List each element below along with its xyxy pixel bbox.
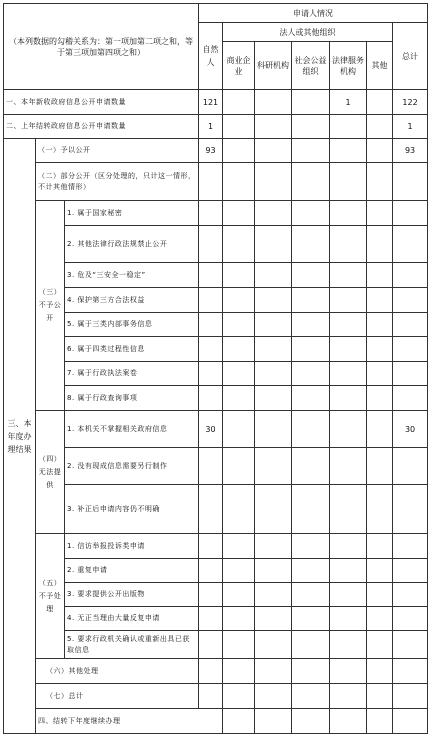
table-row: [4, 448, 428, 485]
table-row: [4, 559, 428, 583]
section3-label: 三、本年度办理结果: [4, 139, 36, 734]
header-natural-person: 自然人: [199, 23, 223, 90]
table-row: [4, 115, 428, 139]
table-row: [4, 201, 428, 226]
row-r5-item: 2. 重复申请: [65, 559, 199, 583]
row-carried-label: 二、上年结转政府信息公开申请数量: [4, 115, 199, 139]
table-row: [4, 263, 428, 288]
header-other: 其他: [367, 42, 393, 90]
table-row: [4, 139, 428, 163]
row-r3-item: 1. 属于国家秘密: [65, 201, 199, 226]
table-row: [4, 288, 428, 313]
row-pending-label: 四、结转下年度继续办理: [36, 709, 223, 734]
row-r4-group: （四）无法提供: [36, 411, 65, 534]
row-new-apps-label: 一、本年新收政府信息公开申请数量: [4, 90, 199, 115]
header-total: 总计: [393, 23, 428, 90]
table-row: [4, 534, 428, 559]
row-r4-item: 2. 没有现成信息需要另行制作: [65, 448, 199, 485]
table-row: [4, 631, 428, 659]
header-research: 科研机构: [255, 42, 292, 90]
row-r5-item: 4. 无正当理由大量反复申请: [65, 607, 199, 631]
row-r4-item: 3. 补正后申请内容仍不明确: [65, 485, 199, 534]
row-r3-item: 2. 其他法律行政法规禁止公开: [65, 226, 199, 263]
table-row: [4, 659, 428, 684]
table-row: [4, 485, 428, 534]
row-carried-total: 1: [393, 115, 428, 139]
row-r3-item: 6. 属于四类过程性信息: [65, 337, 199, 362]
table-row: [4, 607, 428, 631]
row-new-apps-natural: 121: [199, 90, 223, 115]
table-row: [4, 90, 428, 115]
row-r3-item: 5. 属于三类内部事务信息: [65, 313, 199, 337]
header-legal-service: 法律服务机构: [330, 42, 367, 90]
row-r3-item: 3. 危及“三安全一稳定”: [65, 263, 199, 288]
header-applicant-status: 申请人情况: [199, 4, 428, 23]
table-row: [4, 386, 428, 411]
header-legal-group: 法人或其他组织: [223, 23, 393, 42]
row-r3-item: 8. 属于行政查询事项: [65, 386, 199, 411]
row-r5-item: 3. 要求提供公开出版物: [65, 583, 199, 607]
row-r5-item: 5. 要求行政机关确认或重新出具已获取信息: [65, 631, 199, 659]
row-r1-label: （一）予以公开: [36, 139, 199, 163]
table-row: [4, 226, 428, 263]
table-row: [4, 362, 428, 386]
row-r3-item: 4. 保护第三方合法权益: [65, 288, 199, 313]
row-new-apps-legal-service: 1: [330, 90, 367, 115]
row-r5-group: （五）不予处理: [36, 534, 65, 659]
row-carried-natural: 1: [199, 115, 223, 139]
header-note: （本列数据的勾稽关系为：第一项加第二项之和，等于第三项加第四项之和）: [4, 4, 199, 90]
row-r1-total: 93: [393, 139, 428, 163]
row-r4-natural: 30: [199, 411, 223, 448]
row-r4-item: 1. 本机关不掌握相关政府信息: [65, 411, 199, 448]
row-r3-group: （三）不予公开: [36, 201, 65, 411]
row-r6-label: （六）其他处理: [36, 659, 199, 684]
table-row: [4, 313, 428, 337]
row-r3-item: 7. 属于行政执法案卷: [65, 362, 199, 386]
row-r2-label: （二）部分公开（区分处理的，只计这一情形，不计其他情形）: [36, 163, 199, 201]
header-social: 社会公益组织: [292, 42, 330, 90]
row-r1-natural: 93: [199, 139, 223, 163]
table-row: [4, 684, 428, 709]
disclosure-table: [3, 3, 428, 734]
table-row: [4, 337, 428, 362]
table-row: [4, 709, 428, 734]
row-r7-label: （七）总计: [36, 684, 199, 709]
header-business: 商业企业: [223, 42, 255, 90]
row-r4-total: 30: [393, 411, 428, 448]
table-row: [4, 411, 428, 448]
table-row: [4, 163, 428, 201]
row-new-apps-total: 122: [393, 90, 428, 115]
table-row: [4, 583, 428, 607]
row-r5-item: 1. 信访举报投诉类申请: [65, 534, 199, 559]
